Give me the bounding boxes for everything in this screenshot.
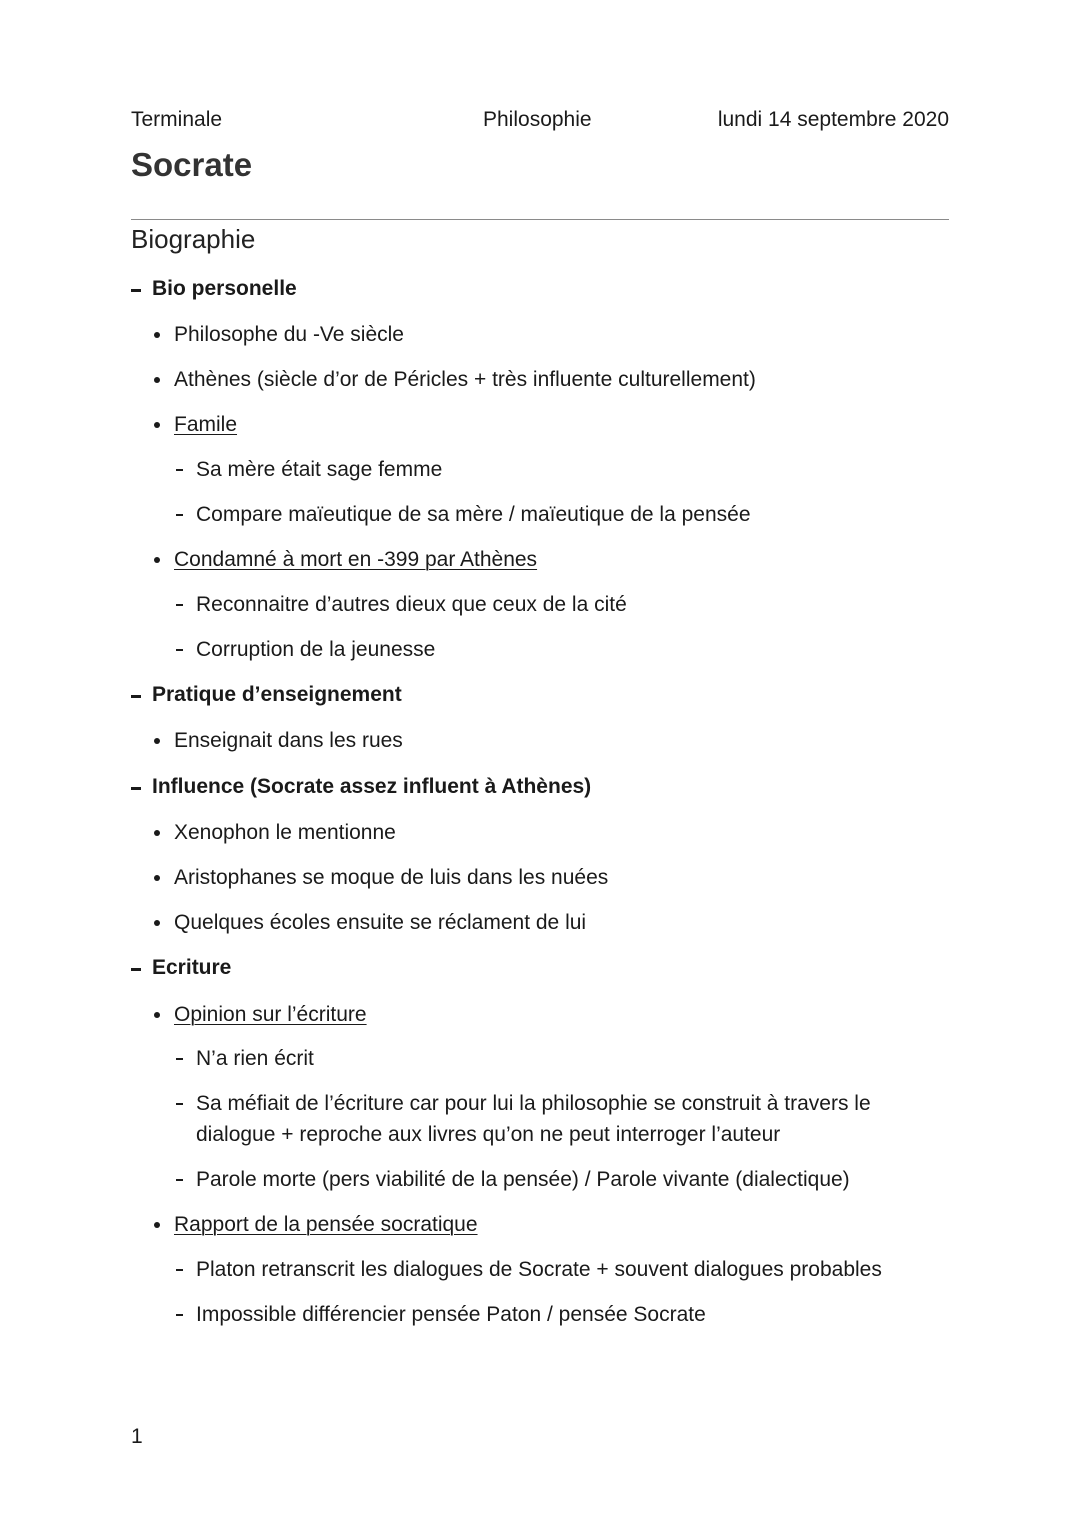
list-item: Athènes (siècle d’or de Péricles + très influente culturellement) [174,368,756,391]
list-item: Famile [174,413,238,436]
list-item: N’a rien écrit [196,1047,314,1070]
dot-bullet [154,1012,160,1018]
dot-bullet [154,875,160,881]
list-item: Ecriture [152,956,232,979]
list-item: Platon retranscrit les dialogues de Socrate + souvent dialogues probables [196,1258,882,1281]
list-item: Parole morte (pers viabilité de la pensée) / Parole vivante (dialectique) [196,1168,850,1191]
list-item: Reconnaitre d’autres dieux que ceux de la cité [196,593,627,616]
list-item: Xenophon le mentionne [174,821,396,844]
list-item: Condamné à mort en -399 par Athènes [174,548,538,571]
date: lundi 14 septembre 2020 [717,108,949,131]
dash-bullet [176,649,183,651]
dash-bullet [131,968,141,971]
dash-bullet [176,1179,183,1181]
dash-bullet [176,1058,183,1060]
dash-bullet [176,514,183,516]
class-level: Terminale [131,108,223,131]
divider [131,219,949,220]
list-item: Compare maïeutique de sa mère / maïeutique de la pensée [196,503,751,526]
dash-bullet [176,604,183,606]
page-title: Socrate [131,146,253,183]
list-item: Impossible différencier pensée Paton / pensée Socrate [196,1303,706,1326]
list-item: Opinion sur l’écriture [174,1003,367,1026]
dash-bullet [131,787,141,790]
page-number: 1 [131,1425,143,1448]
dot-bullet [154,377,160,383]
dot-bullet [154,738,160,744]
list-item: Sa mère était sage femme [196,458,443,481]
list-item: Quelques écoles ensuite se réclament de lui [174,911,587,934]
list-item: Philosophe du -Ve siècle [174,323,404,346]
dot-bullet [154,1222,160,1228]
list-item: Corruption de la jeunesse [196,638,436,661]
dash-bullet [176,1314,183,1316]
list-item: Pratique d’enseignement [152,683,402,706]
dash-bullet [131,695,141,698]
dot-bullet [154,920,160,926]
section-heading: Biographie [131,224,256,254]
dash-bullet [176,1103,183,1105]
dash-bullet [131,289,141,292]
dot-bullet [154,422,160,428]
list-item: Enseignait dans les rues [174,729,403,752]
page-header [131,108,949,136]
list-item: Rapport de la pensée socratique [174,1213,478,1236]
list-item: Bio personelle [152,277,297,300]
list-item: Aristophanes se moque de luis dans les nuées [174,866,609,889]
dot-bullet [154,332,160,338]
subject: Philosophie [483,108,592,131]
list-item: Sa méfiait de l’écriture car pour lui la philosophie se construit à travers le dialogue + reproche aux livres qu’on ne peut interroger l’auteur [196,1092,871,1146]
dot-bullet [154,830,160,836]
dash-bullet [176,469,183,471]
list-item: Influence (Socrate assez influent à Athènes) [152,775,592,798]
dot-bullet [154,557,160,563]
dash-bullet [176,1269,183,1271]
